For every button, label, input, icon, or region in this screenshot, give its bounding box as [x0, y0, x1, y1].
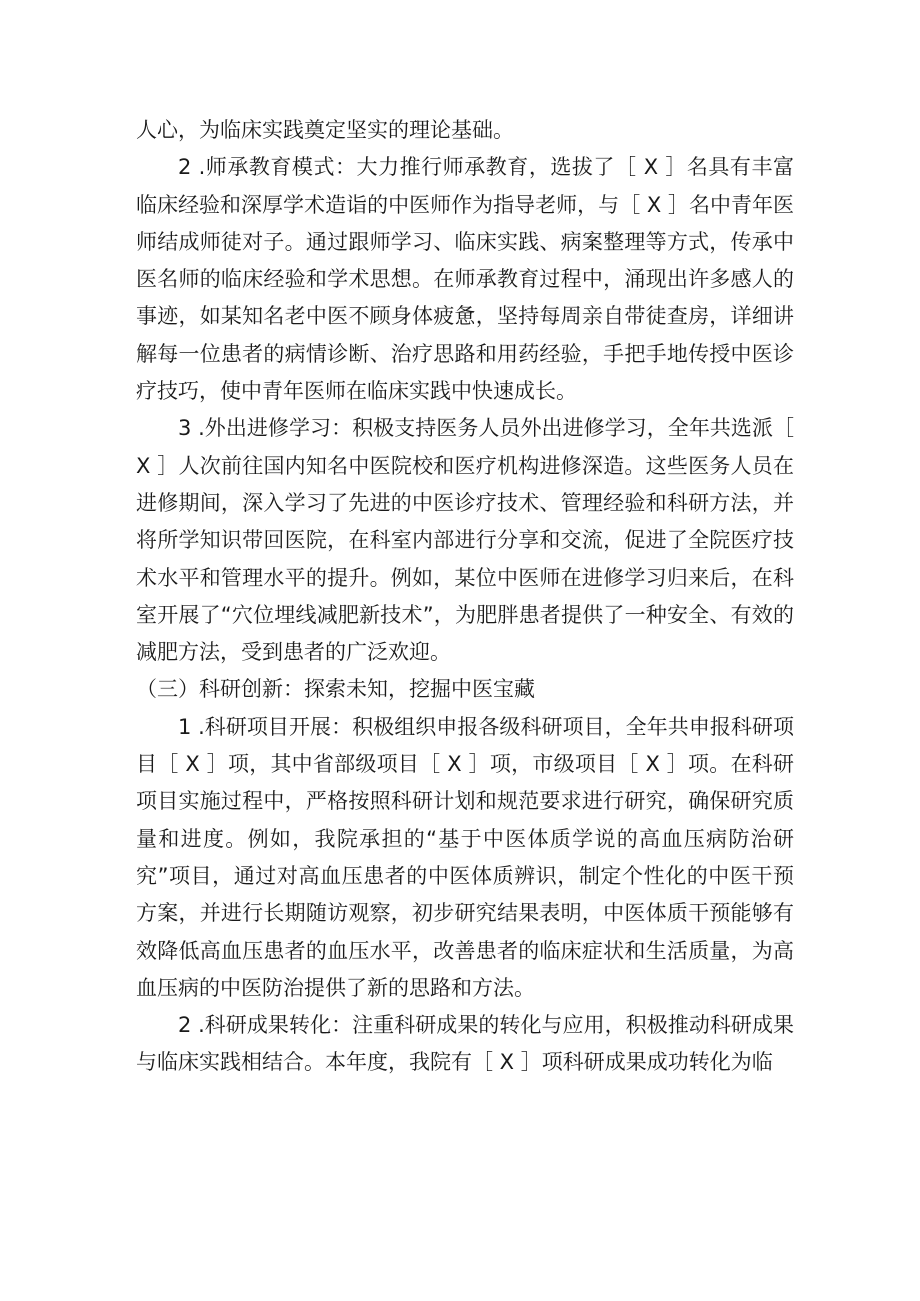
paragraph-research-transfer: 2 .科研成果转化：注重科研成果的转化与应用，积极推动科研成果与临床实践相结合。本年度，我院有［ X ］项科研成果成功转化为临 [136, 1013, 794, 1075]
section-heading-research: （三）科研创新：探索未知，挖掘中医宝藏 [136, 677, 535, 702]
paragraph-mentorship-education: 2 .师承教育模式：大力推行师承教育，选拔了［ X ］名具有丰富临床经验和深厚学术造诣的中医师作为指导老师，与［ X ］名中青年医师结成师徒对子。通过跟师学习、临床实践、病案整理等方式，传承中医名师的临床经验和学术思想。在师承教育过程中，涌现出许多感人的事迹，如某知名老中医不顾身体疲惫，坚持每周亲自带徒查房，详细讲解每一位患者的病情诊断、治疗思路和用药经验，手把手地传授中医诊疗技巧，使中青年医师在临床实践中快速成长。 [136, 155, 794, 404]
paragraph-continuation: 人心，为临床实践奠定坚实的理论基础。 [136, 118, 514, 142]
document-body [136, 112, 794, 1082]
paragraph-external-study: 3 .外出进修学习：积极支持医务人员外出进修学习，全年共选派［ X ］人次前往国内知名中医院校和医疗机构进修深造。这些医务人员在进修期间，深入学习了先进的中医诊疗技术、管理经验和科研方法，并将所学知识带回医院，在科室内部进行分享和交流，促进了全院医疗技术水平和管理水平的提升。例如，某位中医师在进修学习归来后，在科室开展了“穴位埋线减肥新技术”，为肥胖患者提供了一种安全、有效的减肥方法，受到患者的广泛欢迎。 [136, 416, 794, 665]
paragraph-research-projects: 1 .科研项目开展：积极组织申报各级科研项目，全年共申报科研项目［ X ］项，其中省部级项目［ X ］项，市级项目［ X ］项。在科研项目实施过程中，严格按照科研计划和规范要求进行研究，确保研究质量和进度。例如，我院承担的“基于中医体质学说的高血压病防治研究”项目，通过对高血压患者的中医体质辨识，制定个性化的中医干预方案，并进行长期随访观察，初步研究结果表明，中医体质干预能够有效降低高血压患者的血压水平，改善患者的临床症状和生活质量，为高血压病的中医防治提供了新的思路和方法。 [136, 714, 794, 1000]
